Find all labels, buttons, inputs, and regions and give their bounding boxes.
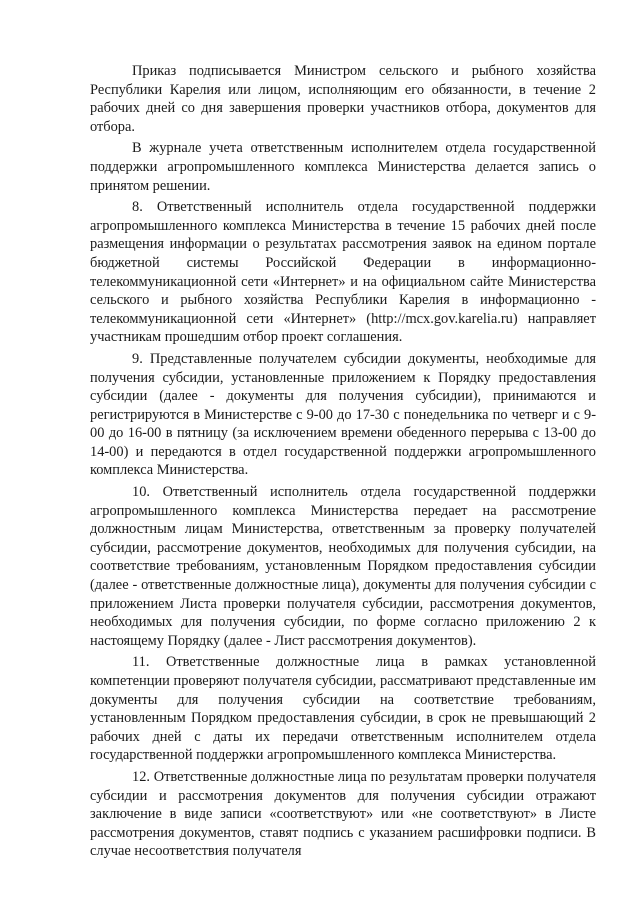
paragraph-order-signing: Приказ подписывается Министром сельского и рыбного хозяйства Республики Карелия или лицом, исполняющим его обязанности, в течение 2 рабочих дней со дня завершения проверки участников отбора, документов для отбора. xyxy=(90,63,596,135)
paragraph-journal-record: В журнале учета ответственным исполнителем отдела государственной поддержки агропромышленного комплекса Министерства делается запись о принятом решении. xyxy=(90,140,596,194)
paragraph-item-10: 10. Ответственный исполнитель отдела государственной поддержки агропромышленного комплекса Министерства передает на рассмотрение должностным лицам Министерства, ответственным за проверку получателей субсидии, рассмотрение документов, необходимых для получения субсидии, на соответствие требованиям, установленным Порядком предоставления субсидии (далее - ответственные должностные лица), документы для получения субсидии с приложением Листа проверки получателя субсидии, рассмотрения документов, необходимых для получения субсидии, по форме согласно приложению 2 к настоящему Порядку (далее - Лист рассмотрения документов). xyxy=(90,484,596,649)
paragraph-item-12: 12. Ответственные должностные лица по результатам проверки получателя субсидии и рассмотрения документов для получения субсидии отражают заключение в виде записи «соответствуют» или «не соответствуют» в Листе рассмотрения документов, ставят подпись с указанием расшифровки подписи. В случае несоответствия получателя xyxy=(90,768,596,860)
paragraph-item-9: 9. Представленные получателем субсидии документы, необходимые для получения субсидии, установленные приложением к Порядку предоставления субсидии (далее - документы для получения субсидии), принимаются и регистрируются в Министерстве с 9-00 до 17-30 с понедельника по четверг и с 9-00 до 16-00 в пятницу (за исключением времени обеденного перерыва с 13-00 до 14-00) и передаются в отдел государственной поддержки агропромышленного комплекса Министерства. xyxy=(90,350,596,479)
document-page xyxy=(90,62,596,864)
paragraph-item-8: 8. Ответственный исполнитель отдела государственной поддержки агропромышленного комплекса Министерства в течение 15 рабочих дней после размещения информации о результатах рассмотрения заявок на едином портале бюджетной системы Российской Федерации в информационно-телекоммуникационной сети «Интернет» и на официальном сайте Министерства сельского и рыбного хозяйства Республики Карелия в информационно - телекоммуникационной сети «Интернет» (http://mcx.gov.karelia.ru) направляет участникам прошедшим отбор проект соглашения. xyxy=(90,199,596,346)
paragraph-item-11: 11. Ответственные должностные лица в рамках установленной компетенции проверяют получателя субсидии, рассматривают представленные им документы для получения субсидии на соответствие требованиям, установленным Порядком предоставления субсидии, в срок не превышающий 2 рабочих дней с даты их передачи ответственным исполнителем отдела государственной поддержки агропромышленного комплекса Министерства. xyxy=(90,654,596,764)
